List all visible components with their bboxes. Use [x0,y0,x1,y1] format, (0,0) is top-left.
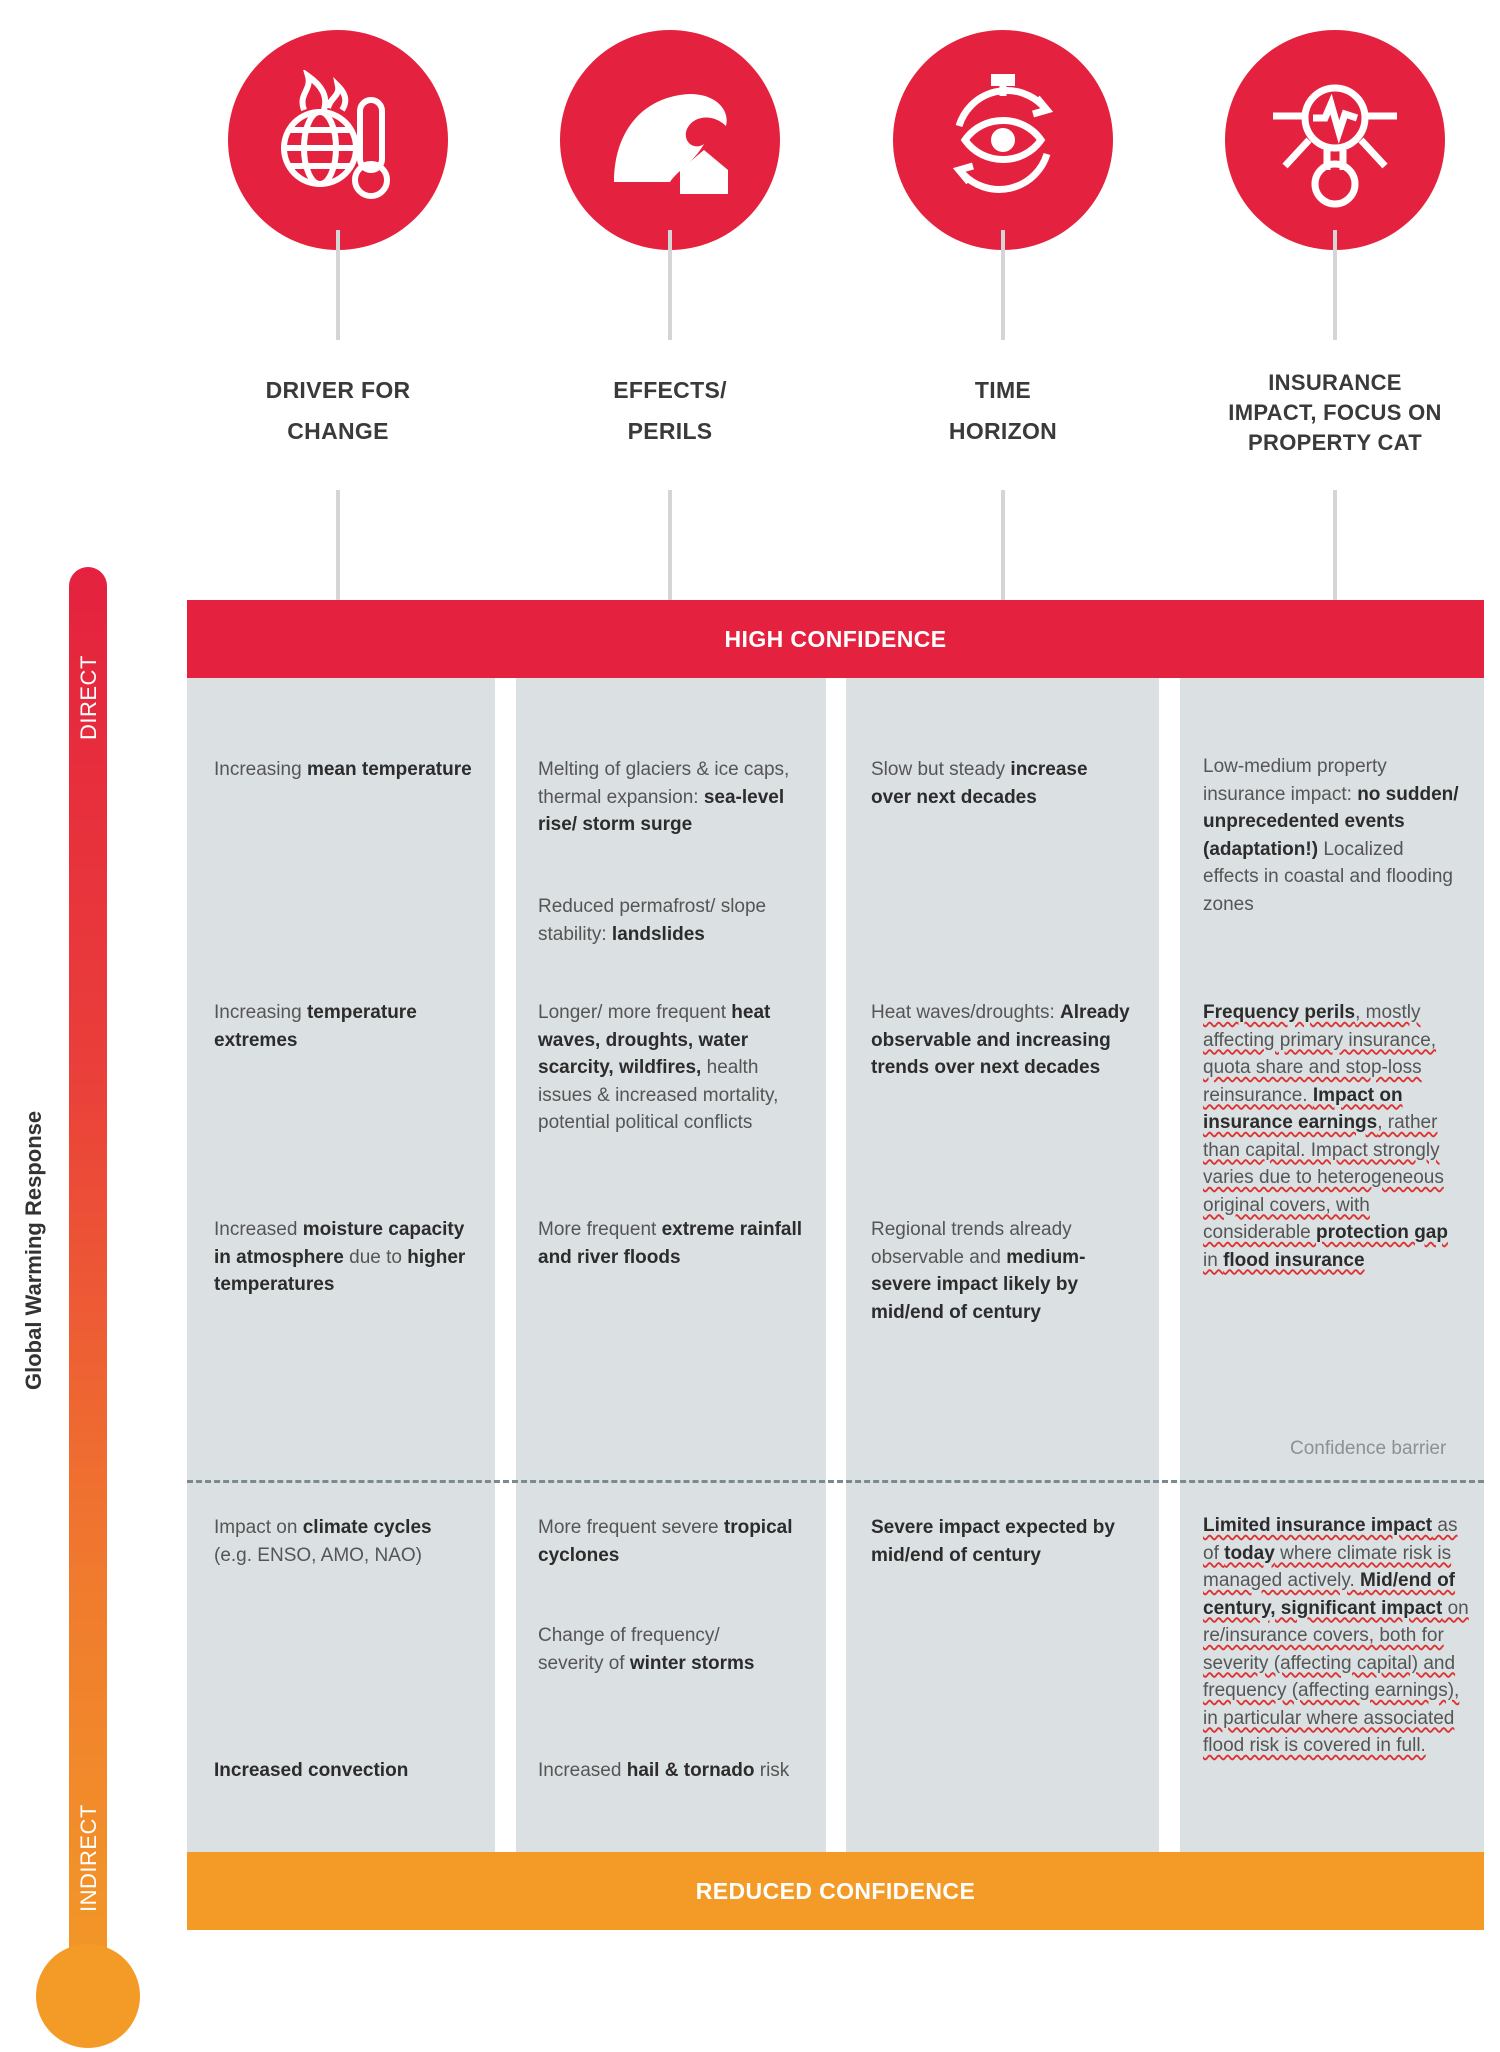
direct-label: DIRECT [76,655,101,740]
globe-thermometer-fire-icon [268,70,408,210]
cell-mean-temperature: Increasing mean temperature [214,759,472,780]
cell-steady-increase: Slow but steady increase over next decades [871,759,1088,808]
cell-heat-waves: Longer/ more frequent heat waves, droughts, water scarcity, wildfires, health issues & increased mortality, potential political conflicts [538,1002,779,1133]
cell-regional-trends: Regional trends already observable and medium-severe impact likely by mid/end of century [871,1219,1086,1323]
time-icon-circle [893,30,1113,250]
cell-landslides: Reduced permafrost/ slope stability: landslides [538,896,767,945]
perils-icon-circle [560,30,780,250]
heading-insurance-impact: INSURANCE IMPACT, FOCUS ON PROPERTY CAT [1228,370,1442,455]
magnifier-flask-icon [1265,70,1405,210]
cell-severe-impact: Severe impact expected by mid/end of century [871,1517,1115,1566]
cell-climate-cycles: Impact on climate cycles (e.g. ENSO, AMO, NAO) [214,1517,432,1566]
wave-house-icon [600,70,740,210]
cell-tropical-cyclones: More frequent severe tropical cyclones [538,1517,793,1566]
cell-temperature-extremes: Increasing temperature extremes [214,1002,417,1051]
cell-frequency-perils: Frequency perils, mostly affecting primary insurance, quota share and stop-loss reinsurance. Impact on insurance earnings, rather than capital. Impact strongly varies due to heterogeneous original covers, with considerable protection gap in flood insurance [1203,1002,1448,1271]
indirect-label: INDIRECT [76,1804,101,1912]
cell-low-medium-impact: Low-medium property insurance impact: no sudden/ unprecedented events (adaptation!) Localized effects in coastal and flooding zones [1203,756,1459,915]
cell-winter-storms: Change of frequency/ severity of winter storms [538,1625,755,1674]
insurance-icon-circle [1225,30,1445,250]
cell-observable-trends: Heat waves/droughts: Already observable and increasing trends over next decades [871,1002,1130,1078]
cell-moisture-capacity: Increased moisture capacity in atmosphere due to higher temperatures [214,1219,466,1295]
high-confidence-band: HIGH CONFIDENCE [187,600,1484,678]
thermometer-bulb [36,1944,140,2048]
axis-title: Global Warming Response [21,1110,46,1390]
heading-driver-for-change: DRIVER FOR CHANGE [265,377,411,444]
confidence-barrier-line [187,1480,1484,1483]
heading-time-horizon: TIME HORIZON [948,377,1058,444]
driver-icon-circle [228,30,448,250]
cell-hail-tornado: Increased hail & tornado risk [538,1760,790,1781]
stopwatch-eye-icon [933,70,1073,210]
cell-limited-impact: Limited insurance impact as of today where climate risk is managed actively. Mid/end of century, significant impact on re/insurance covers, both for severity (affecting capital) and frequency (affecting earnings), in particular where associated flood risk is covered in full. [1203,1515,1469,1756]
heading-effects-perils: EFFECTS/ PERILS [613,377,727,444]
confidence-barrier-label: Confidence barrier [1290,1438,1447,1459]
warming-thermometer-bar [69,567,107,2007]
cell-extreme-rainfall: More frequent extreme rainfall and river floods [538,1219,803,1268]
cell-sea-level-rise: Melting of glaciers & ice caps, thermal expansion: sea-level rise/ storm surge [538,759,790,835]
reduced-confidence-band: REDUCED CONFIDENCE [187,1852,1484,1930]
cell-increased-convection: Increased convection [214,1760,409,1781]
